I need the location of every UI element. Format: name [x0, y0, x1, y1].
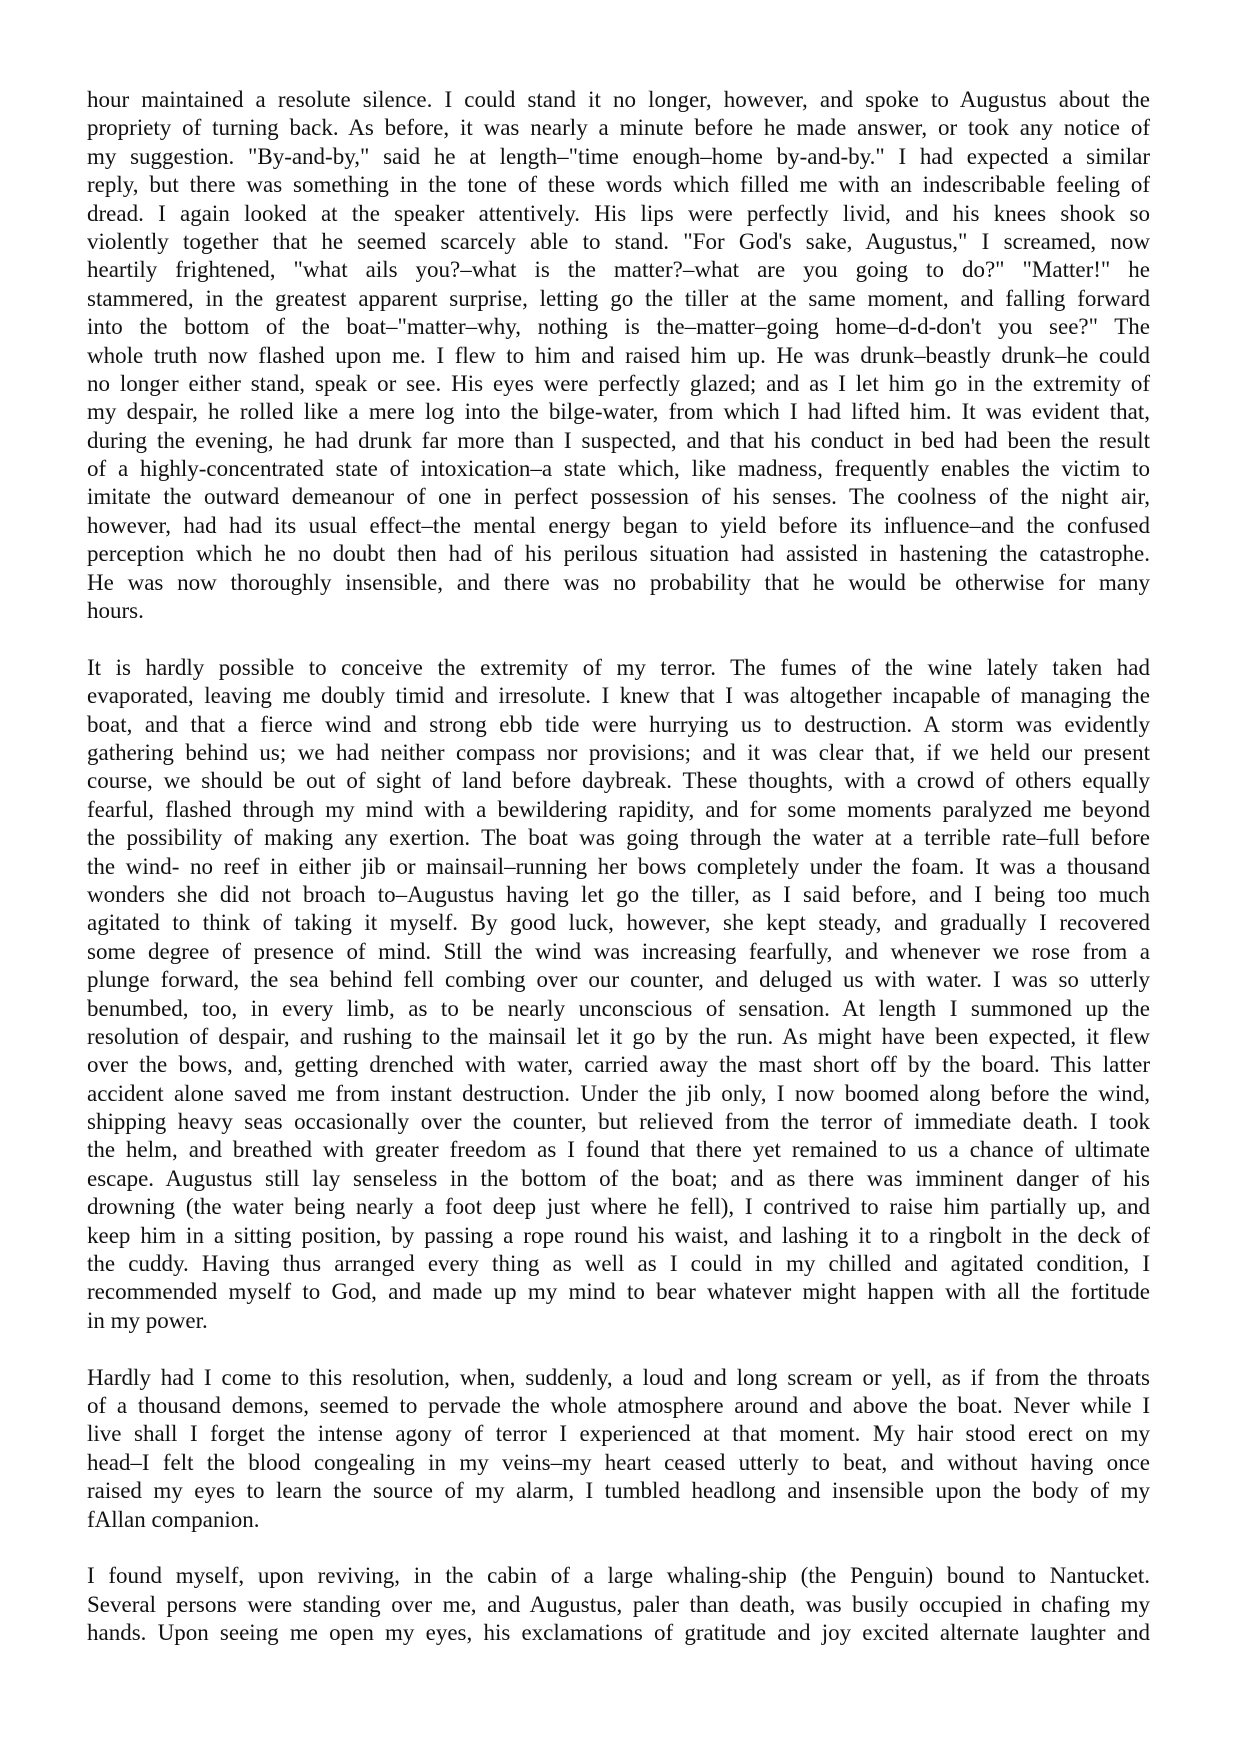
text-line: into the bottom of the boat–"matter–why, nothing is the–matter–going home–d-d-don't you see?" The [87, 314, 1150, 340]
text-line: hands. Upon seeing me open my eyes, his exclamations of gratitude and joy excited alternate laughter and [87, 1620, 1150, 1646]
text-line: perception which he no doubt then had of his perilous situation had assisted in hastening the catastrophe. [87, 541, 1150, 567]
text-line: the possibility of making any exertion. The boat was going through the water at a terrible rate–full before [87, 825, 1150, 851]
text-line: evaporated, leaving me doubly timid and irresolute. I knew that I was altogether incapable of managing the [87, 683, 1150, 709]
text-line: benumbed, too, in every limb, as to be nearly unconscious of sensation. At length I summoned up the [87, 995, 1150, 1021]
text-line: over the bows, and, getting drenched with water, carried away the mast short off by the board. This latter [87, 1052, 1150, 1078]
text-line: dread. I again looked at the speaker attentively. His lips were perfectly livid, and his knees shook so [87, 200, 1150, 226]
paragraph [87, 86, 1150, 625]
text-line: some degree of presence of mind. Still the wind was increasing fearfully, and whenever we rose from a [87, 938, 1150, 964]
text-line: violently together that he seemed scarcely able to stand. "For God's sake, Augustus," I screamed, now [87, 228, 1150, 254]
text-line: It is hardly possible to conceive the extremity of my terror. The fumes of the wine lately taken had [87, 654, 1150, 680]
text-line: my suggestion. "By-and-by," said he at length–"time enough–home by-and-by." I had expected a similar [87, 143, 1150, 169]
text-line: accident alone saved me from instant destruction. Under the jib only, I now boomed along before the wind, [87, 1080, 1150, 1106]
text-line: fAllan companion. [87, 1506, 260, 1532]
paragraph [87, 1562, 1150, 1647]
text-line: drowning (the water being nearly a foot deep just where he fell), I contrived to raise him partially up, and [87, 1194, 1150, 1220]
text-line: whole truth now flashed upon me. I flew to him and raised him up. He was drunk–beastly drunk–he could [87, 342, 1150, 368]
text-line: agitated to think of taking it myself. By good luck, however, she kept steady, and gradually I recovered [87, 910, 1150, 936]
text-line: propriety of turning back. As before, it was nearly a minute before he made answer, or took any notice of [87, 115, 1150, 141]
text-line: resolution of despair, and rushing to the mainsail let it go by the run. As might have been expected, it flew [87, 1023, 1150, 1049]
text-line: raised my eyes to learn the source of my alarm, I tumbled headlong and insensible upon the body of my [87, 1478, 1150, 1504]
text-line: during the evening, he had drunk far more than I suspected, and that his conduct in bed had been the result [87, 427, 1150, 453]
text-line: fearful, flashed through my mind with a bewildering rapidity, and for some moments paralyzed me beyond [87, 796, 1150, 822]
text-line: my despair, he rolled like a mere log into the bilge-water, from which I had lifted him. It was evident that, [87, 399, 1150, 425]
text-line: gathering behind us; we had neither compass nor provisions; and it was clear that, if we held our present [87, 739, 1150, 765]
text-line: course, we should be out of sight of land before daybreak. These thoughts, with a crowd of others equally [87, 768, 1150, 794]
text-line: of a highly-concentrated state of intoxication–a state which, like madness, frequently enables the victim to [87, 456, 1150, 482]
text-line: I found myself, upon reviving, in the cabin of a large whaling-ship (the Penguin) bound to Nantucket. [87, 1563, 1150, 1589]
text-line: live shall I forget the intense agony of terror I experienced at that moment. My hair stood erect on my [87, 1421, 1150, 1447]
text-line: reply, but there was something in the tone of these words which filled me with an indescribable feeling of [87, 172, 1150, 198]
text-line: the helm, and breathed with greater freedom as I found that there yet remained to us a chance of ultimate [87, 1137, 1150, 1163]
text-line: imitate the outward demeanour of one in perfect possession of his senses. The coolness of the night air, [87, 484, 1150, 510]
text-line: stammered, in the greatest apparent surprise, letting go the tiller at the same moment, and falling forward [87, 285, 1150, 311]
text-line: head–I felt the blood congealing in my veins–my heart ceased utterly to beat, and without having once [87, 1449, 1150, 1475]
text-line: wonders she did not broach to–Augustus having let go the tiller, as I said before, and I being too much [87, 881, 1150, 907]
document-page [87, 86, 1150, 1676]
text-line: however, had had its usual effect–the mental energy began to yield before its influence–and the confused [87, 512, 1150, 538]
text-line: recommended myself to God, and made up my mind to bear whatever might happen with all the fortitude [87, 1279, 1150, 1305]
text-line: Hardly had I come to this resolution, when, suddenly, a loud and long scream or yell, as if from the throats [87, 1364, 1150, 1390]
text-line: hour maintained a resolute silence. I could stand it no longer, however, and spoke to Augustus about the [87, 87, 1150, 112]
paragraph [87, 1364, 1150, 1534]
text-line: no longer either stand, speak or see. His eyes were perfectly glazed; and as I let him go in the extremity of [87, 370, 1150, 396]
text-line: the wind- no reef in either jib or mainsail–running her bows completely under the foam. It was a thousand [87, 853, 1150, 879]
text-line: in my power. [87, 1307, 208, 1333]
text-line: heartily frightened, "what ails you?–what is the matter?–what are you going to do?" "Matter!" he [87, 257, 1150, 283]
paragraph [87, 654, 1150, 1335]
text-line: plunge forward, the sea behind fell combing over our counter, and deluged us with water. I was so utterly [87, 967, 1150, 993]
text-line: hours. [87, 598, 144, 624]
text-line: Several persons were standing over me, and Augustus, paler than death, was busily occupied in chafing my [87, 1591, 1150, 1617]
text-line: the cuddy. Having thus arranged every thing as well as I could in my chilled and agitated condition, I [87, 1251, 1150, 1277]
text-line: keep him in a sitting position, by passing a rope round his waist, and lashing it to a ringbolt in the deck of [87, 1222, 1150, 1248]
text-line: He was now thoroughly insensible, and there was no probability that he would be otherwise for many [87, 569, 1150, 595]
text-line: shipping heavy seas occasionally over the counter, but relieved from the terror of immediate death. I took [87, 1109, 1150, 1135]
text-line: boat, and that a fierce wind and strong ebb tide were hurrying us to destruction. A storm was evidently [87, 711, 1150, 737]
text-line: escape. Augustus still lay senseless in the bottom of the boat; and as there was imminent danger of his [87, 1165, 1150, 1191]
text-line: of a thousand demons, seemed to pervade the whole atmosphere around and above the boat. Never while I [87, 1392, 1150, 1418]
